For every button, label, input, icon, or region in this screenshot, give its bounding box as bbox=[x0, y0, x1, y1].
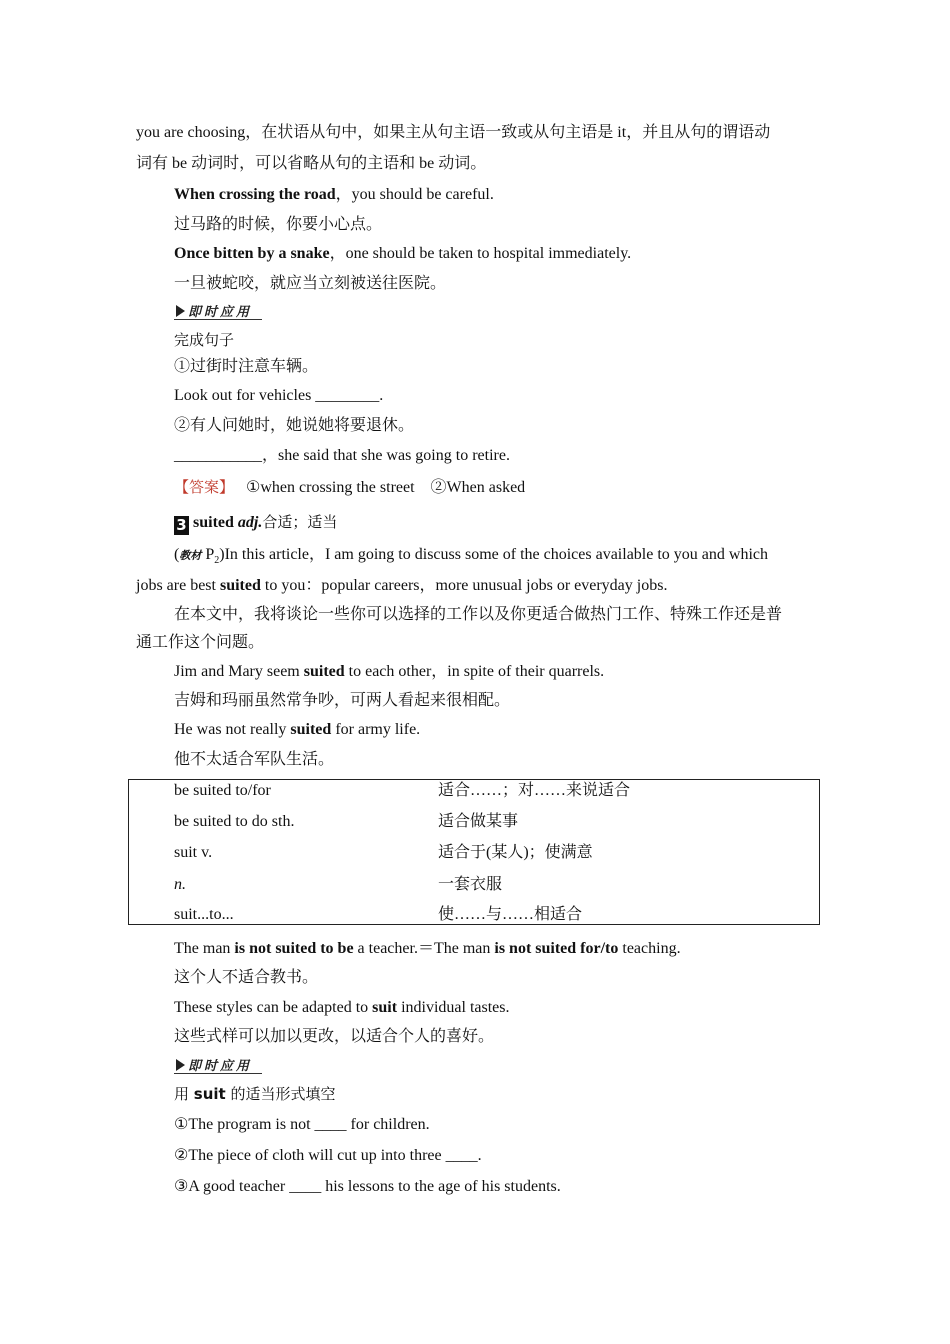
table-row bbox=[129, 811, 819, 833]
source-translation-line-1: 在本文中，我将谈论一些你可以选择的工作以及你更适合做热门工作、特殊工作还是普 bbox=[174, 606, 783, 623]
intro-line-2: 词有 be 动词时，可以省略从句的主语和 be 动词。 bbox=[136, 155, 487, 172]
example-translation: 吉姆和玛丽虽然常争吵，可两人看起来很相配。 bbox=[174, 692, 511, 709]
headword-meaning: 合适；适当 bbox=[262, 513, 338, 531]
apply-heading bbox=[174, 303, 262, 320]
table-row bbox=[129, 874, 819, 896]
example-rest: ，you should be careful. bbox=[335, 186, 494, 203]
exercise-question-cn: ①过街时注意车辆。 bbox=[174, 358, 319, 375]
example-text: Jim and Mary seem bbox=[174, 663, 304, 680]
source-text: )In this article，I am going to discuss some of the choices available to you and which bbox=[219, 546, 768, 563]
example-text: The man bbox=[174, 940, 235, 957]
source-page-sub: 2 bbox=[214, 555, 220, 567]
source-page: P bbox=[205, 546, 215, 563]
section-heading bbox=[174, 512, 337, 535]
triangle-icon bbox=[176, 305, 185, 317]
source-text: to you：popular careers，more unusual jobs or everyday jobs. bbox=[260, 577, 668, 594]
example-text: He was not really bbox=[174, 721, 291, 738]
example-translation: 他不太适合军队生活。 bbox=[174, 751, 335, 768]
source-translation-line-2: 通工作这个问题。 bbox=[136, 634, 265, 651]
answer-line bbox=[174, 477, 525, 498]
exercise-title-text: 的适当形式填空 bbox=[225, 1085, 336, 1103]
exercise-question: ②The piece of cloth will cut up into three ____. bbox=[174, 1147, 482, 1164]
example-translation: 过马路的时候，你要小心点。 bbox=[174, 216, 383, 233]
exercise-question-cn: ②有人问她时，她说她将要退休。 bbox=[174, 417, 415, 434]
meaning-cell: 适合……；对……来说适合 bbox=[438, 782, 631, 799]
example-bold: suited bbox=[303, 663, 345, 680]
phrase-cell: be suited to/for bbox=[174, 782, 271, 799]
answer-label: 【答案】 bbox=[174, 478, 235, 496]
table-row bbox=[129, 842, 819, 864]
example-text: These styles can be adapted to bbox=[174, 999, 373, 1016]
triangle-icon bbox=[176, 1059, 185, 1071]
example-bold: suit bbox=[372, 999, 398, 1016]
example-translation: 这些式样可以加以更改，以适合个人的喜好。 bbox=[174, 1028, 495, 1045]
exercise-title: 完成句子 bbox=[174, 331, 235, 349]
table-row bbox=[129, 904, 819, 926]
example-text: teaching. bbox=[618, 940, 681, 957]
meaning-cell: 一套衣服 bbox=[438, 876, 503, 893]
example-bold: is not suited to be bbox=[234, 940, 354, 957]
example-rest: ，one should be taken to hospital immediately. bbox=[329, 245, 632, 262]
apply-heading bbox=[174, 1057, 262, 1074]
phrase-cell: n. bbox=[174, 876, 186, 893]
example-text: for army life. bbox=[331, 721, 421, 738]
phrase-cell: suit v. bbox=[174, 844, 213, 861]
exercise-question: ①The program is not ____ for children. bbox=[174, 1116, 430, 1133]
table-row bbox=[129, 780, 819, 802]
intro-line-1: you are choosing，在状语从句中，如果主从句主语一致或从句主语是 it，并且从句的谓语动 bbox=[136, 124, 771, 141]
source-sentence-line-2 bbox=[136, 576, 667, 596]
meaning-cell: 适合做某事 bbox=[438, 813, 519, 830]
part-of-speech: adj. bbox=[237, 514, 263, 531]
answer-text: ①when crossing the street ②When asked bbox=[246, 479, 526, 496]
exercise-question-en: Look out for vehicles ________. bbox=[174, 387, 384, 404]
apply-label: 即时应用 bbox=[188, 1059, 253, 1074]
meaning-cell: 使……与……相适合 bbox=[438, 906, 583, 923]
exercise-question: ③A good teacher ____ his lessons to the age of his students. bbox=[174, 1178, 561, 1195]
source-label: 教材 bbox=[179, 549, 202, 562]
example-text: to each other，in spite of their quarrels. bbox=[344, 663, 605, 680]
source-sentence-line-1: (教材 $P_2)In$ this article，I am going to discuss some of the choices available to you and which bbox=[174, 546, 768, 567]
example-bold: suited bbox=[290, 721, 332, 738]
vocab-table bbox=[128, 779, 820, 925]
example-sentence bbox=[174, 720, 420, 740]
exercise-title bbox=[174, 1084, 335, 1104]
exercise-title-bold: suit bbox=[193, 1085, 226, 1103]
example-bold: is not suited for/to bbox=[494, 940, 619, 957]
example-bold: When crossing the road bbox=[174, 186, 336, 203]
exercise-title-text: 用 bbox=[174, 1085, 194, 1103]
example-text: individual tastes. bbox=[397, 999, 510, 1016]
source-text: jobs are best bbox=[136, 577, 220, 594]
meaning-cell: 适合于(某人)；使满意 bbox=[438, 844, 593, 861]
apply-label: 即时应用 bbox=[188, 305, 253, 320]
example-sentence bbox=[174, 998, 510, 1018]
example-sentence bbox=[174, 185, 494, 205]
source-bold: suited bbox=[219, 577, 261, 594]
example-translation: 这个人不适合教书。 bbox=[174, 969, 319, 986]
example-bold: Once bitten by a snake bbox=[174, 245, 330, 262]
phrase-cell: suit...to... bbox=[174, 906, 234, 923]
example-sentence bbox=[174, 939, 681, 959]
example-sentence bbox=[174, 662, 604, 682]
section-number: 3 bbox=[174, 516, 189, 535]
exercise-question-en: ___________，she said that she was going to retire. bbox=[174, 447, 510, 464]
phrase-cell: be suited to do sth. bbox=[174, 813, 295, 830]
example-sentence bbox=[174, 244, 631, 264]
example-text: a teacher.＝The man bbox=[353, 940, 495, 957]
headword: suited bbox=[193, 514, 234, 531]
example-translation: 一旦被蛇咬，就应当立刻被送往医院。 bbox=[174, 275, 447, 292]
